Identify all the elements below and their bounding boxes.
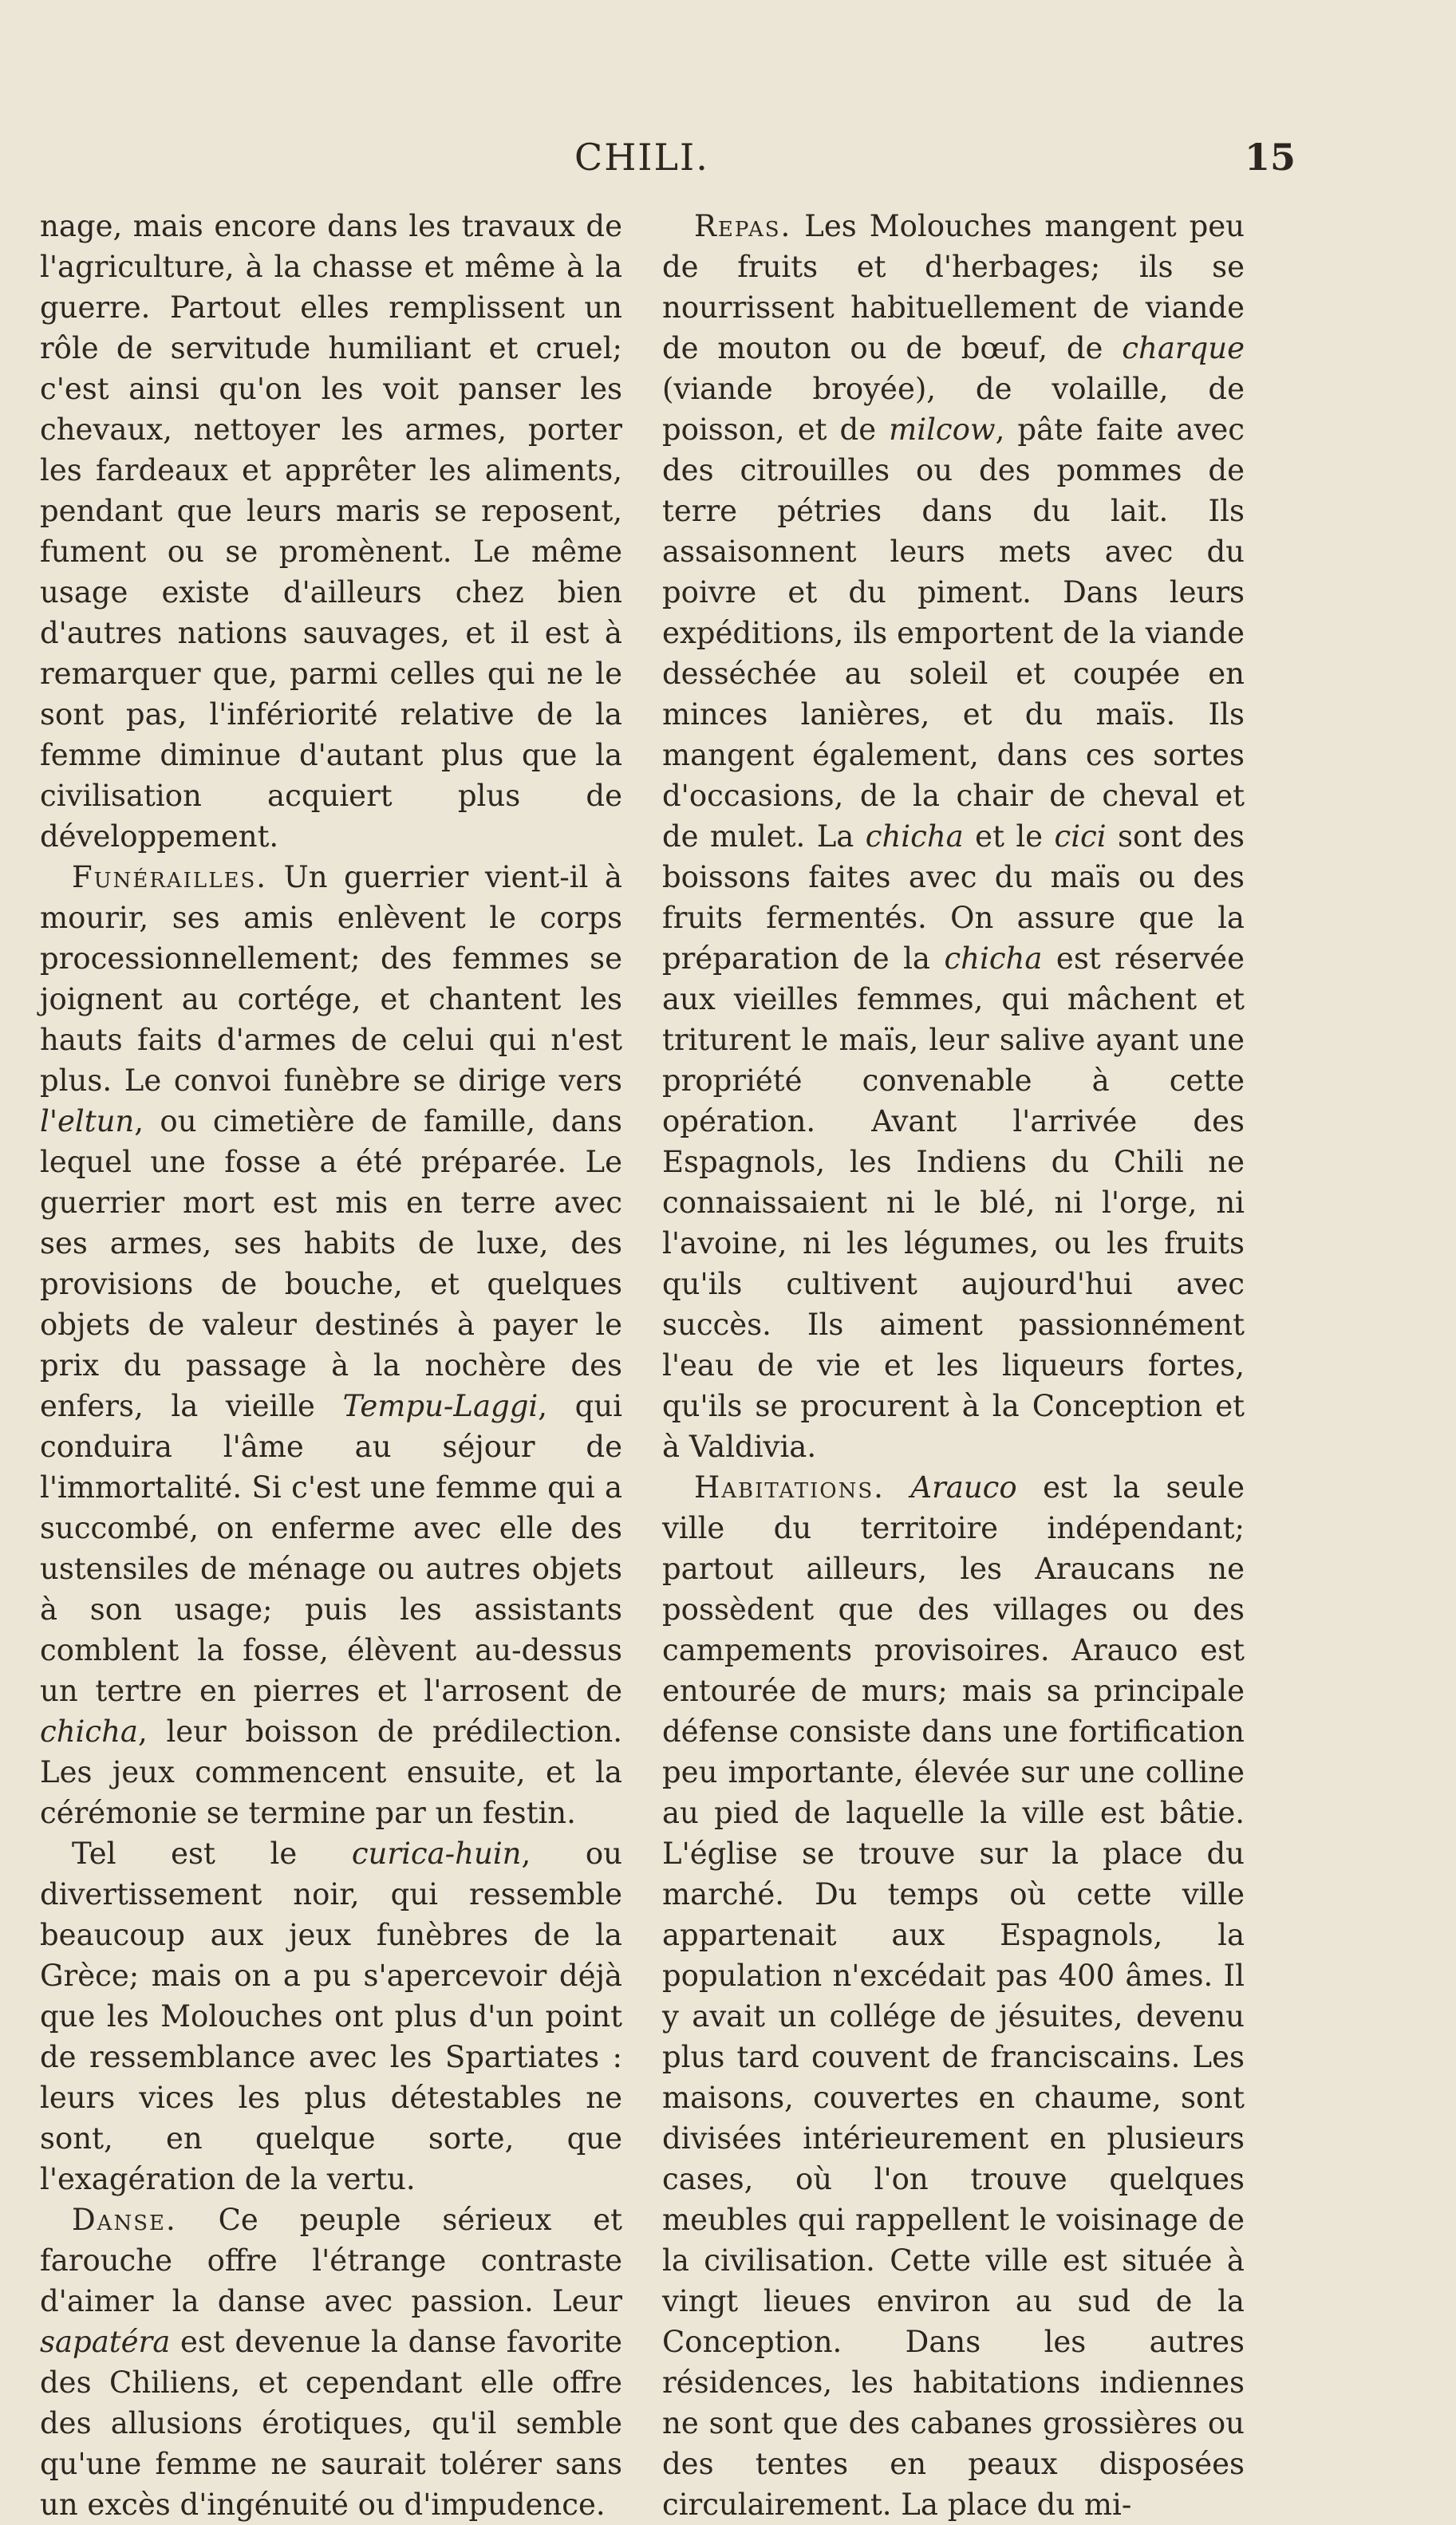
text-run: Les Molouches mangent peu de fruits et d'herbages; ils se nourrissent habituellement de viande de mouton ou de bœuf, de: [662, 209, 1245, 365]
section-head-repas: Repas.: [694, 209, 792, 243]
text-run: , leur boisson de prédilection. Les jeux commencent ensuite, et la cérémonie se termine par un festin.: [40, 1714, 622, 1830]
right-column: [662, 206, 1245, 2522]
paragraph-repas: [662, 206, 1245, 1467]
section-head-habitations: Habitations.: [694, 1470, 885, 1505]
text-run: , pâte faite avec des citrouilles ou des pommes de terre pétries dans du lait. Ils assaisonnent leurs mets avec du poivre et du piment. Dans leurs expéditions, ils emportent de la viande desséchée au soleil et coupée en minces lanières, et du maïs. Ils mangent également, dans ces sortes d'occasions, de la chair de cheval et de mulet. La: [662, 412, 1245, 854]
italic-term: chicha: [40, 1714, 138, 1749]
italic-term: sapatéra: [40, 2325, 171, 2359]
section-head-danse: Danse.: [72, 2203, 177, 2237]
text-run: Ce peuple sérieux et farouche offre l'étrange contraste d'aimer la danse avec passion. Leur: [40, 2203, 622, 2318]
italic-term: l'eltun: [40, 1104, 135, 1138]
left-column: [40, 206, 622, 2522]
text-run: sont des boissons faites avec du maïs ou des fruits fermentés. On assure que la préparation de la: [662, 819, 1245, 976]
text-run: est devenue la danse favorite des Chiliens, et cependant elle offre des allusions érotiques, qu'il semble qu'une femme ne saurait tolérer sans un excès d'ingénuité ou d'impudence.: [40, 2325, 622, 2522]
text-run: , qui conduira l'âme au séjour de l'immortalité. Si c'est une femme qui a succombé, on enferme avec elle des ustensiles de ménage ou autres objets à son usage; puis les assistants comblent la fosse, élèvent au-dessus un tertre en pierres et l'arrosent de: [40, 1389, 622, 1708]
paragraph-funerailles: [40, 857, 622, 1833]
italic-term: Tempu-Laggi: [342, 1389, 539, 1423]
paragraph-habitations: [662, 1467, 1245, 2525]
italic-term: milcow: [889, 412, 996, 447]
italic-term: chicha: [865, 819, 964, 854]
text-run: Tel est le: [72, 1837, 352, 1871]
page-header: [0, 136, 1456, 183]
text-run: est réservée aux vieilles femmes, qui mâchent et triturent le maïs, leur salive ayant une propriété convenable à cette opération. Avant l'arrivée des Espagnols, les Indiens du Chili ne connaissaient ni le blé, ni l'orge, ni l'avoine, ni les légumes, ou les fruits qu'ils cultivent aujourd'hui avec succès. Ils aiment passionnément l'eau de vie et les liqueurs fortes, qu'ils se procurent à la Conception et à Valdivia.: [662, 941, 1245, 1464]
page-number: 15: [1245, 136, 1296, 179]
running-title: CHILI.: [574, 136, 709, 179]
italic-term: curica-huin: [351, 1837, 522, 1871]
text-run: (viande broyée), de volaille, de poisson, et de: [662, 372, 1245, 447]
italic-term: chicha: [944, 941, 1043, 976]
paragraph-continuation: nage, mais encore dans les travaux de l'agriculture, à la chasse et même à la guerre. Partout elles remplissent un rôle de servitude humiliant et cruel; c'est ainsi qu'on les voit panser les chevaux, nettoyer les armes, porter les fardeaux et apprêter les aliments, pendant que leurs maris se reposent, fument ou se promènent. Le même usage existe d'ailleurs chez bien d'autres nations sauvages, et il est à remarquer que, parmi celles qui ne le sont pas, l'infériorité relative de la femme diminue d'autant plus que la civilisation acquiert plus de développement.: [40, 209, 622, 854]
paragraph-danse: [40, 2200, 622, 2525]
section-head-funerailles: Funérailles.: [72, 860, 268, 894]
text-run: est la seule ville du territoire indépendant; partout ailleurs, les Araucans ne possèdent que des villages ou des campements provisoires. Arauco est entourée de murs; mais sa principale défense consiste dans une fortification peu importante, élevée sur une colline au pied de laquelle la ville est bâtie. L'église se trouve sur la place du marché. Du temps où cette ville appartenait aux Espagnols, la population n'excédait pas 400 âmes. Il y avait un collége de jésuites, devenu plus tard couvent de franciscains. Les maisons, couvertes en chaume, sont divisées intérieurement en plusieurs cases, où l'on trouve quelques meubles qui rappellent le voisinage de la civilisation. Cette ville est située à vingt lieues environ au sud de la Conception. Dans les autres résidences, les habitations indiennes ne sont que des cabanes grossières ou des tentes en peaux disposées circulairement. La place du mi-: [662, 1470, 1245, 2522]
text-run: Un guerrier vient-il à mourir, ses amis enlèvent le corps processionnellement; des femmes se joignent au cortége, et chantent les hauts faits d'armes de celui qui n'est plus. Le convoi funèbre se dirige vers: [40, 860, 622, 1098]
italic-term: cici: [1054, 819, 1107, 854]
text-run: [885, 1470, 910, 1505]
italic-term: charque: [1122, 331, 1245, 365]
text-run: , ou divertissement noir, qui ressemble beaucoup aux jeux funèbres de la Grèce; mais on a pu s'apercevoir déjà que les Molouches ont plus d'un point de ressemblance avec les Spartiates : leurs vices les plus détestables ne sont, en quelque sorte, que l'exagération de la vertu.: [40, 1837, 622, 2196]
paragraph-curica-huin: [40, 1833, 622, 2200]
text-run: , ou cimetière de famille, dans lequel une fosse a été préparée. Le guerrier mort est mis en terre avec ses armes, ses habits de luxe, des provisions de bouche, et quelques objets de valeur destinés à payer le prix du passage à la nochère des enfers, la vieille: [40, 1104, 622, 1423]
text-run: et le: [963, 819, 1055, 854]
italic-term: Arauco: [910, 1470, 1017, 1505]
